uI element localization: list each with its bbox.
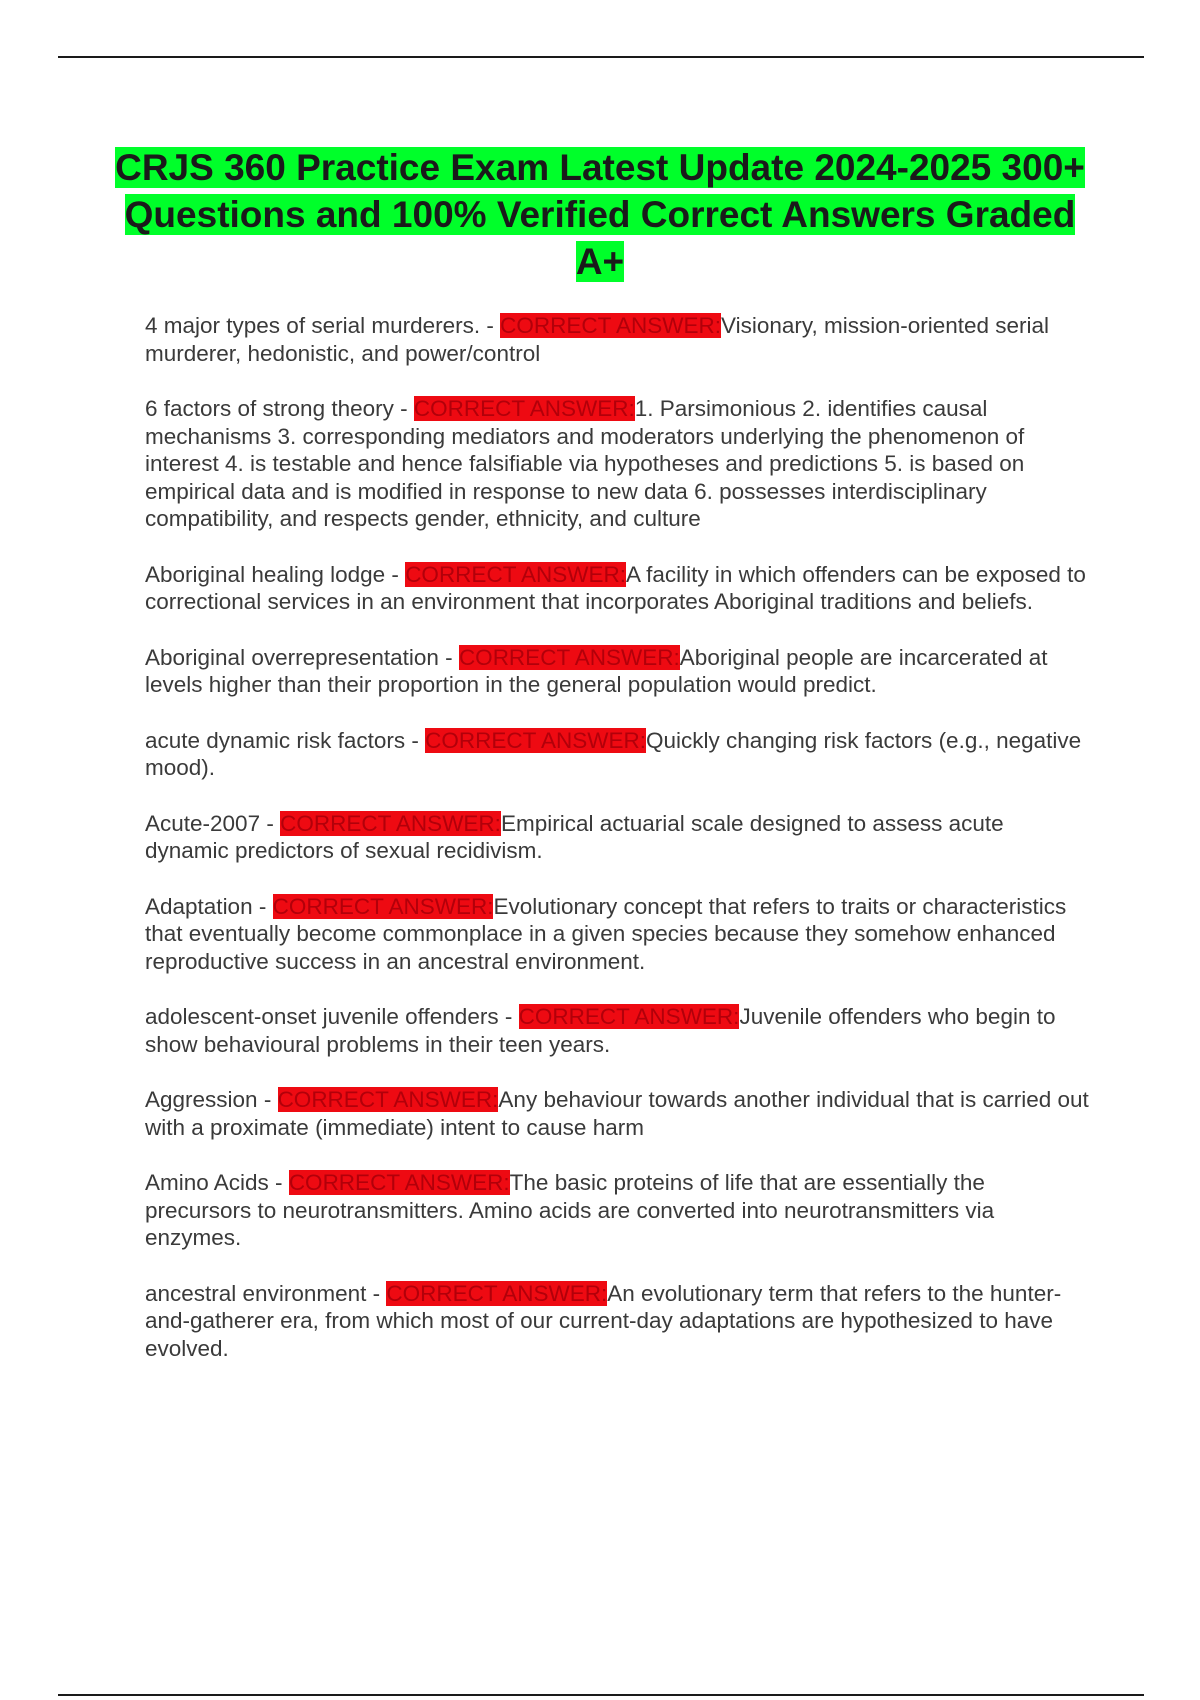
list-item (145, 727, 1090, 782)
correct-answer-label: CORRECT ANSWER: (280, 810, 501, 836)
list-item (145, 1169, 1090, 1252)
list-item (145, 1280, 1090, 1363)
entry-definition: Empirical actuarial scale designed to assess acute dynamic predictors of sexual recidivism. (145, 810, 1004, 863)
entry-term: Aboriginal overrepresentation - (145, 644, 459, 670)
entry-term: Aggression - (145, 1087, 278, 1112)
correct-answer-label: CORRECT ANSWER: (458, 644, 680, 670)
entry-definition: Juvenile offenders who begin to show behavioural problems in their teen years. (145, 1004, 1056, 1057)
entry-term: Acute-2007 - (145, 810, 281, 836)
correct-answer-label: CORRECT ANSWER: (518, 1004, 740, 1029)
correct-answer-label: CORRECT ANSWER: (272, 893, 494, 919)
entry-term: 4 major types of serial murderers. - (145, 313, 501, 338)
entry-term: adolescent-onset juvenile offenders - (145, 1004, 519, 1029)
entry-term: Adaptation - (145, 893, 273, 919)
entry-definition: The basic proteins of life that are essentially the precursors to neurotransmitters. Amino acids are converted into neurotransmitters via enzymes. (145, 1170, 995, 1250)
correct-answer-label: CORRECT ANSWER: (288, 1170, 510, 1195)
list-item (145, 810, 1090, 865)
correct-answer-label: CORRECT ANSWER: (405, 561, 627, 587)
list-item (145, 893, 1090, 976)
correct-answer-label: CORRECT ANSWER: (386, 1280, 608, 1306)
entry-term: Amino Acids - (145, 1170, 289, 1195)
list-item (145, 644, 1090, 699)
correct-answer-label: CORRECT ANSWER: (425, 727, 646, 753)
title-block (100, 144, 1100, 285)
bottom-rule (58, 1694, 1144, 1696)
list-item (145, 1086, 1090, 1141)
top-rule (58, 56, 1144, 58)
entry-definition: Any behaviour towards another individual that is carried out with a proximate (immediate) intent to cause harm (145, 1087, 1089, 1140)
entry-term: acute dynamic risk factors - (145, 727, 426, 753)
entry-definition: Quickly changing risk factors (e.g., negative mood). (145, 727, 1082, 780)
list-item (145, 395, 1090, 533)
list-item (145, 1003, 1090, 1058)
entry-term: ancestral environment - (145, 1280, 387, 1306)
document-title: CRJS 360 Practice Exam Latest Update 2024-2025 300+ Questions and 100% Verified Correct Answers Graded A+ (115, 147, 1085, 282)
entry-definition: An evolutionary term that refers to the hunter-and-gatherer era, from which most of our current-day adaptations are hypothesized to have evolved. (145, 1280, 1062, 1361)
flashcard-list (145, 312, 1090, 1390)
list-item (145, 561, 1090, 616)
entry-term: Aboriginal healing lodge - (145, 561, 406, 587)
entry-definition: 1. Parsimonious 2. identifies causal mechanisms 3. corresponding mediators and moderators underlying the phenomenon of interest 4. is testable and hence falsifiable via hypotheses and predictions 5. is based on empirical data and is modified in response to new data 6. possesses interdisciplinary compatibility, and respects gender, ethnicity, and culture (145, 396, 1025, 531)
entry-term: 6 factors of strong theory - (145, 396, 414, 421)
entry-definition: Visionary, mission-oriented serial murderer, hedonistic, and power/control (145, 313, 1050, 366)
list-item (145, 312, 1090, 367)
entry-definition: Evolutionary concept that refers to traits or characteristics that eventually become commonplace in a given species because they somehow enhanced reproductive success in an ancestral environment. (145, 893, 1067, 974)
entry-definition: Aboriginal people are incarcerated at levels higher than their proportion in the general population would predict. (145, 644, 1048, 697)
correct-answer-label: CORRECT ANSWER: (277, 1087, 499, 1112)
correct-answer-label: CORRECT ANSWER: (500, 313, 721, 338)
correct-answer-label: CORRECT ANSWER: (413, 396, 635, 421)
entry-definition: A facility in which offenders can be exposed to correctional services in an environment that incorporates Aboriginal traditions and beliefs. (145, 561, 1086, 614)
